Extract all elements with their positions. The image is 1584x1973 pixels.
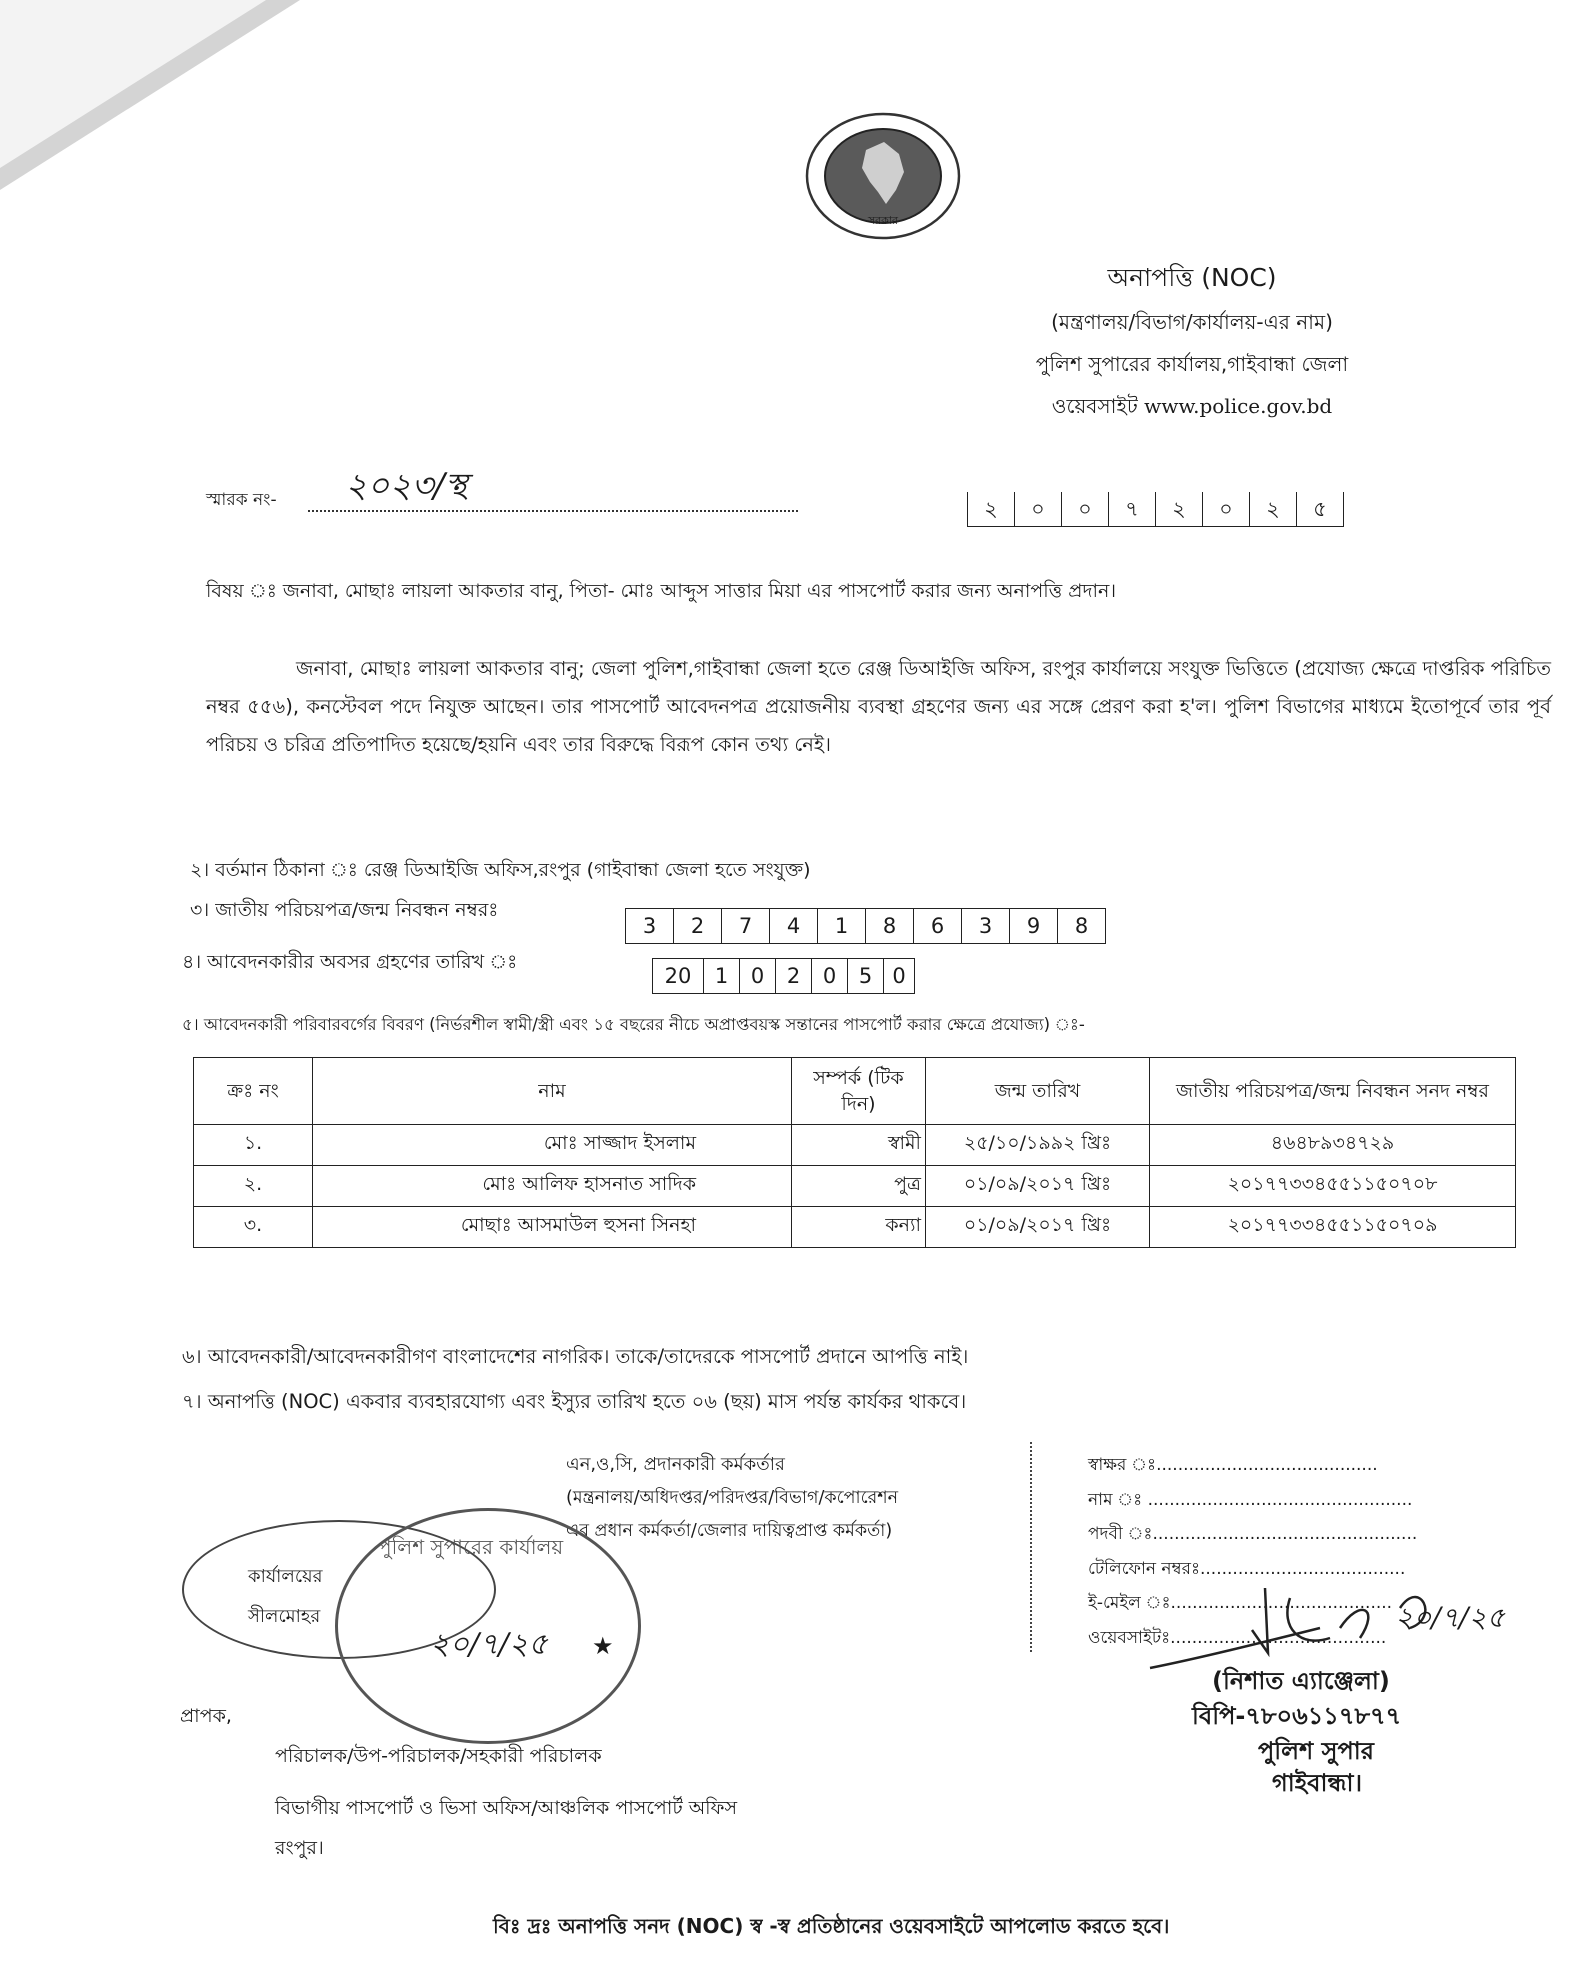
subject-line: বিষয় ঃ জনাবা, মোছাঃ লায়লা আকতার বানু, পিতা- মোঃ আব্দুস সাত্তার মিয়া এর পাসপোর্ট করার জন্য অনাপত্তি প্রদান। bbox=[206, 580, 1117, 602]
nid-digit: 9 bbox=[1010, 909, 1058, 943]
cell-nid: ৪৬৪৮৯৩৪৭২৯ bbox=[1150, 1125, 1516, 1166]
cell-relation: স্বামী bbox=[792, 1125, 926, 1166]
nid-digit: 4 bbox=[770, 909, 818, 943]
family-table bbox=[193, 1057, 1516, 1248]
officer-line-2: (মন্ত্রনালয়/অধিদপ্তর/পরিদপ্তর/বিভাগ/কপোরেশন bbox=[566, 1488, 899, 1508]
cell-serial: ১. bbox=[194, 1125, 313, 1166]
retire-digit: 0 bbox=[812, 959, 848, 993]
cell-serial: ২. bbox=[194, 1166, 313, 1207]
seal-label-line-2: সীলমোহর bbox=[248, 1606, 321, 1627]
signature-date: ২০/৭/২৫ bbox=[1395, 1601, 1505, 1634]
nid-boxes bbox=[625, 908, 1106, 944]
date-digit: ২ bbox=[1250, 492, 1297, 526]
email-field: ই-মেইল ঃ......................................... bbox=[1088, 1593, 1393, 1613]
memo-label: স্মারক নং- bbox=[206, 490, 277, 510]
footer-note: বিঃ দ্রঃ অনাপত্তি সনদ (NOC) স্ব -স্ব প্রতিষ্ঠানের ওয়েবসাইটে আপলোড করতে হবে। bbox=[493, 1914, 1170, 1938]
signatory-name: (নিশাত এ্যাঞ্জেলা) bbox=[1212, 1667, 1390, 1695]
cell-relation: পুত্র bbox=[792, 1166, 926, 1207]
vertical-divider bbox=[1030, 1442, 1032, 1652]
col-name: নাম bbox=[313, 1058, 792, 1125]
cell-relation: কন্যা bbox=[792, 1207, 926, 1248]
designation-field: পদবী ঃ................................................. bbox=[1088, 1524, 1418, 1544]
recipient-line-1: পরিচালক/উপ-পরিচালক/সহকারী পরিচালক bbox=[275, 1745, 602, 1767]
retirement-label: ৪। আবেদনকারীর অবসর গ্রহণের তারিখ ঃ bbox=[182, 951, 518, 973]
website-label: ওয়েবসাইট bbox=[1051, 394, 1138, 418]
retire-digit: 0 bbox=[740, 959, 776, 993]
retire-digit: 20 bbox=[653, 959, 704, 993]
name-field: নাম ঃ ................................................. bbox=[1088, 1490, 1413, 1510]
recipient-line-2: বিভাগীয় পাসপোর্ট ও ভিসা অফিস/আঞ্চলিক পাসপোর্ট অফিস bbox=[275, 1797, 738, 1819]
stamp-text: পুলিশ সুপারের কার্যালয় bbox=[378, 1535, 564, 1559]
stamp-date: ২০/৭/২৫ bbox=[430, 1627, 548, 1662]
cell-serial: ৩. bbox=[194, 1207, 313, 1248]
nid-digit: 3 bbox=[962, 909, 1010, 943]
office-line: পুলিশ সুপারের কার্যালয়,গাইবান্ধা জেলা bbox=[1035, 352, 1349, 376]
table-row bbox=[194, 1166, 1516, 1207]
nid-digit: 3 bbox=[626, 909, 674, 943]
nid-digit: 1 bbox=[818, 909, 866, 943]
cell-nid: ২০১৭৭৩৩৪৫৫১১৫০৭০৮ bbox=[1150, 1166, 1516, 1207]
government-emblem bbox=[804, 112, 962, 240]
seal-label-line-1: কার্যালয়ের bbox=[248, 1566, 323, 1587]
document-title: অনাপত্তি (NOC) bbox=[1107, 263, 1277, 292]
cell-name: মোঃ সাজ্জাদ ইসলাম bbox=[313, 1125, 792, 1166]
date-digit: ০ bbox=[1062, 492, 1109, 526]
date-digit: ৫ bbox=[1313, 497, 1327, 521]
ministry-line: (মন্ত্রণালয়/বিভাগ/কার্যালয়-এর নাম) bbox=[1051, 310, 1333, 334]
star-icon: ★ bbox=[592, 1632, 614, 1660]
cell-name: মোঃ আলিফ হাসনাত সাদিক bbox=[313, 1166, 792, 1207]
col-serial: ক্রঃ নং bbox=[194, 1058, 313, 1125]
recipient-label: প্রাপক, bbox=[180, 1705, 232, 1727]
cell-nid: ২০১৭৭৩৩৪৫৫১১৫০৭০৯ bbox=[1150, 1207, 1516, 1248]
nid-digit: 7 bbox=[722, 909, 770, 943]
nid-label: ৩। জাতীয় পরিচয়পত্র/জন্ম নিবন্ধন নম্বরঃ bbox=[190, 899, 499, 921]
col-dob: জন্ম তারিখ bbox=[926, 1058, 1150, 1125]
cell-name: মোছাঃ আসমাউল হুসনা সিনহা bbox=[313, 1207, 792, 1248]
website-line bbox=[400, 392, 1584, 425]
date-digit: ২ bbox=[1156, 492, 1203, 526]
main-paragraph: জনাবা, মোছাঃ লায়লা আকতার বানু; জেলা পুলিশ,গাইবান্ধা জেলা হতে রেঞ্জ ডিআইজি অফিস, রংপুর কার্যালয়ে সংযুক্ত ভিত্তিতে (প্রযোজ্য ক্ষেত্রে দাপ্তরিক পরিচিত নম্বর ৫৫৬), কনস্টেবল পদে নিযুক্ত আছেন। তার পাসপোর্ট আবেদনপত্র প্রয়োজনীয় ব্যবস্থা গ্রহণের জন্য এর সঙ্গে প্রেরণ করা হ'ল। পুলিশ বিভাগের মাধ্যমে ইতোপূর্বে তার পূর্ব পরিচয় ও চরিত্র প্রতিপাদিত হয়েছে/হয়নি এবং তার বিরুদ্ধে বিরূপ কোন তথ্য নেই। bbox=[206, 657, 1551, 756]
recipient-line-3: রংপুর। bbox=[275, 1837, 324, 1859]
signature-field: স্বাক্ষর ঃ......................................... bbox=[1088, 1455, 1378, 1475]
date-digit: ২ bbox=[968, 492, 1015, 526]
date-boxes bbox=[967, 492, 1344, 527]
retire-digit: 5 bbox=[848, 959, 884, 993]
cell-dob: ০১/০৯/২০১৭ খ্রিঃ bbox=[926, 1166, 1150, 1207]
date-digit: ০ bbox=[1203, 492, 1250, 526]
retire-digit: 1 bbox=[704, 959, 740, 993]
cell-dob: ২৫/১০/১৯৯২ খ্রিঃ bbox=[926, 1125, 1150, 1166]
current-address: ২। বর্তমান ঠিকানা ঃ রেঞ্জ ডিআইজি অফিস,রংপুর (গাইবান্ধা জেলা হতে সংযুক্ত) bbox=[190, 859, 811, 881]
signatory-bp: বিপি-৭৮০৬১১৭৮৭৭ bbox=[1192, 1702, 1402, 1730]
retire-digit: 0 bbox=[892, 964, 906, 988]
table-header-row bbox=[194, 1058, 1516, 1125]
col-nid: জাতীয় পরিচয়পত্র/জন্ম নিবন্ধন সনদ নম্বর bbox=[1150, 1058, 1516, 1125]
officer-line-1: এন,ও,সি, প্রদানকারী কর্মকর্তার bbox=[566, 1454, 785, 1475]
website-link[interactable]: www.police.gov.bd bbox=[1144, 394, 1333, 418]
nid-digit: 2 bbox=[674, 909, 722, 943]
phone-field: টেলিফোন নম্বরঃ...................................... bbox=[1088, 1559, 1406, 1579]
item-6: ৬। আবেদনকারী/আবেদনকারীগণ বাংলাদেশের নাগরিক। তাকে/তাদেরকে পাসপোর্ট প্রদানে আপত্তি নাই। bbox=[182, 1345, 969, 1368]
emblem-bottom-text: সরকার bbox=[867, 214, 899, 227]
cell-dob: ০১/০৯/২০১৭ খ্রিঃ bbox=[926, 1207, 1150, 1248]
retire-digit: 2 bbox=[776, 959, 812, 993]
retirement-boxes bbox=[652, 958, 915, 994]
date-digit: ৭ bbox=[1109, 492, 1156, 526]
nid-digit: 8 bbox=[866, 909, 914, 943]
folded-corner-inner bbox=[0, 0, 266, 168]
col-relation: সম্পর্ক (টিক দিন) bbox=[792, 1058, 926, 1125]
date-digit: ০ bbox=[1015, 492, 1062, 526]
website-field: ওয়েবসাইটঃ........................................ bbox=[1088, 1628, 1387, 1648]
table-row bbox=[194, 1207, 1516, 1248]
officer-line-3: এর প্রধান কর্মকর্তা/জেলার দায়িত্বপ্রাপ্ত কর্মকর্তা) bbox=[566, 1521, 893, 1541]
nid-digit: 6 bbox=[914, 909, 962, 943]
signatory-title: পুলিশ সুপার bbox=[1258, 1737, 1374, 1765]
table-row bbox=[194, 1125, 1516, 1166]
signatory-place: গাইবান্ধা। bbox=[1272, 1769, 1363, 1797]
family-label: ৫। আবেদনকারী পরিবারবর্গের বিবরণ (নির্ভরশীল স্বামী/স্ত্রী এবং ১৫ বছরের নীচে অপ্রাপ্তবয়স্ক সন্তানের পাসপোর্ট করার ক্ষেত্রে প্রযোজ্য) ঃ- bbox=[182, 1015, 1085, 1034]
memo-number: ২০২৩/স্থ bbox=[345, 466, 468, 506]
nid-digit: 8 bbox=[1074, 914, 1089, 938]
item-7: ৭। অনাপত্তি (NOC) একবার ব্যবহারযোগ্য এবং ইস্যুর তারিখ হতে ০৬ (ছয়) মাস পর্যন্ত কার্যকর থাকবে। bbox=[182, 1390, 967, 1413]
